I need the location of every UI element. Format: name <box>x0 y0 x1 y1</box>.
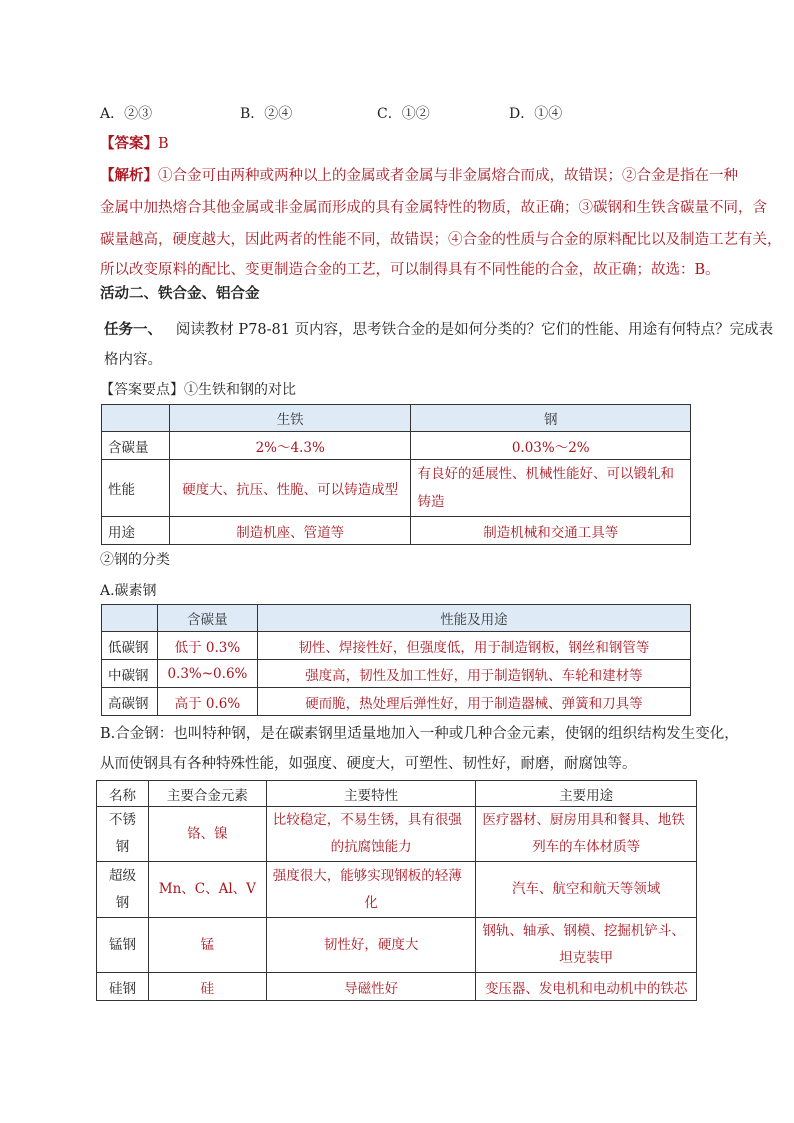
property-line: 化 <box>364 894 378 911</box>
table-row <box>102 632 691 660</box>
task-1-line-2: 格内容。 <box>104 352 162 368</box>
steel-cell: 0.03%～2% <box>411 432 691 460</box>
alloy-steel-line-2: 从而使钢具有各种特殊性能，如强度、硬度大，可塑性、韧性好，耐磨，耐腐蚀等。 <box>100 756 637 772</box>
steel-name-line: 超级 <box>108 867 136 884</box>
alloy-steel-table <box>96 780 697 1001</box>
analysis-line-1 <box>100 160 738 192</box>
steel-cell-line: 有良好的延展性、机械性能好、可以锻轧和 <box>417 466 674 482</box>
table-header-cell: 主要特性 <box>266 781 476 807</box>
steel-name-line: 不锈 <box>108 812 136 828</box>
iron-steel-table <box>101 404 691 545</box>
analysis-line-3: 碳量越高，硬度越大，因此两者的性能不同，故错误；④合金的性质与合金的原料配比以及制造工艺有关， <box>100 232 782 248</box>
answer-line <box>100 128 169 160</box>
alloy-elements: 硅 <box>148 973 266 1001</box>
activity-2-heading: 活动二、铁合金、铝合金 <box>100 285 260 302</box>
table-header-cell: 名称 <box>97 781 149 807</box>
alloy-steel-line-1: B.合金钢：也叫特种钢，是在碳素钢里适量地加入一种或几种合金元素，使钢的组织结构发生变化， <box>100 726 739 742</box>
option-b: B．②④ <box>240 106 293 122</box>
steel-cell <box>411 460 691 517</box>
steel-class-heading: ②钢的分类 <box>100 552 170 568</box>
table-row <box>97 973 697 1001</box>
analysis-line-2: 金属中加热熔合其他金属或非金属而形成的具有金属特性的物质，故正确；③碳钢和生铁含碳量不同，含 <box>100 200 767 216</box>
alloy-elements: 锰 <box>148 918 266 973</box>
property-line: 比较稳定，不易生锈，具有很强 <box>272 812 462 828</box>
table-row <box>102 432 691 460</box>
main-property <box>266 862 476 918</box>
answer-value: B <box>158 136 169 152</box>
table-header-cell: 主要合金元素 <box>148 781 266 807</box>
iron-cell: 硬度大、抗压、性脆、可以铸造成型 <box>169 460 411 517</box>
steel-name: 锰钢 <box>97 918 149 973</box>
alloy-elements: Mn、C、Al、V <box>148 862 266 918</box>
table-row <box>102 460 691 517</box>
option-d: D．①④ <box>509 106 563 122</box>
performance-use: 硬而脆，热处理后弹性好，用于制造器械、弹簧和刀具等 <box>257 688 690 716</box>
steel-name-line: 钢 <box>115 839 130 855</box>
performance-use: 韧性、焊接性好，但强度低，用于制造钢板，钢丝和钢管等 <box>257 632 690 660</box>
row-label: 含碳量 <box>102 432 170 460</box>
property-line: 的抗腐蚀能力 <box>330 839 412 855</box>
table-row <box>102 517 691 545</box>
carbon-content: 0.3%~0.6% <box>157 660 257 688</box>
carbon-content: 高于 0.6% <box>157 688 257 716</box>
table-header-row <box>97 781 697 807</box>
answer-options <box>100 103 660 123</box>
table-header-cell <box>102 405 170 432</box>
option-a: A．②③ <box>100 106 153 122</box>
table-header-cell <box>102 605 158 632</box>
table-header-row <box>102 405 691 432</box>
table-header-cell: 性能及用途 <box>257 605 690 632</box>
steel-name: 中碳钢 <box>102 660 158 688</box>
steel-name: 低碳钢 <box>102 632 158 660</box>
table-row <box>102 660 691 688</box>
alloy-elements: 铬、镍 <box>148 807 266 862</box>
table-header-cell: 钢 <box>411 405 691 432</box>
iron-cell: 2%～4.3% <box>169 432 411 460</box>
main-use <box>476 807 697 862</box>
analysis-line-4: 所以改变原料的配比、变更制造合金的工艺，可以制得具有不同性能的合金，故正确；故选：B。 <box>100 262 720 278</box>
main-use <box>476 918 697 973</box>
main-property <box>266 807 476 862</box>
use-line: 钢轨、轴承、钢模、挖掘机铲斗、 <box>482 923 685 939</box>
steel-name <box>97 807 149 862</box>
carbon-content: 低于 0.3% <box>157 632 257 660</box>
carbon-steel-heading: A.碳素钢 <box>100 583 157 599</box>
answer-points-heading: 【答案要点】①生铁和钢的对比 <box>100 382 296 398</box>
steel-cell-line: 铸造 <box>417 494 445 510</box>
steel-cell: 制造机械和交通工具等 <box>411 517 691 545</box>
steel-name-line: 钢 <box>115 894 130 911</box>
performance-use: 强度高，韧性及加工性好，用于制造钢轨、车轮和建材等 <box>257 660 690 688</box>
option-c: C．①② <box>377 106 430 122</box>
task-1-text: 阅读教材 P78-81 页内容，思考铁合金的是如何分类的？它们的性能、用途有何特点？完成表 <box>175 322 774 338</box>
main-use: 汽车、航空和航天等领域 <box>476 862 697 918</box>
table-row <box>97 862 697 918</box>
table-header-cell: 含碳量 <box>157 605 257 632</box>
task-1-line-1 <box>104 314 773 346</box>
use-line: 列车的车体材质等 <box>532 839 641 855</box>
table-header-cell: 生铁 <box>169 405 411 432</box>
use-line: 医疗器材、厨房用具和餐具、地铁 <box>482 812 685 828</box>
property-line: 强度很大，能够实现钢板的轻薄 <box>272 867 462 884</box>
steel-name: 硅钢 <box>97 973 149 1001</box>
answer-tag: 【答案】 <box>100 135 158 152</box>
steel-name <box>97 862 149 918</box>
main-property: 导磁性好 <box>266 973 476 1001</box>
table-row <box>97 807 697 862</box>
row-label: 性能 <box>102 460 170 517</box>
analysis-text-1: ①合金可由两种或两种以上的金属或者金属与非金属熔合而成，故错误；②合金是指在一种 <box>158 168 738 184</box>
carbon-steel-table <box>101 604 691 716</box>
steel-name: 高碳钢 <box>102 688 158 716</box>
table-row <box>97 918 697 973</box>
table-header-row <box>102 605 691 632</box>
iron-cell: 制造机座、管道等 <box>169 517 411 545</box>
main-property: 韧性好，硬度大 <box>266 918 476 973</box>
row-label: 用途 <box>102 517 170 545</box>
use-line: 坦克装甲 <box>559 950 614 966</box>
table-row <box>102 688 691 716</box>
table-header-cell: 主要用途 <box>476 781 697 807</box>
task-1-label: 任务一、 <box>104 321 162 338</box>
main-use: 变压器、发电机和电动机中的铁芯 <box>476 973 697 1001</box>
analysis-tag: 【解析】 <box>100 167 158 184</box>
